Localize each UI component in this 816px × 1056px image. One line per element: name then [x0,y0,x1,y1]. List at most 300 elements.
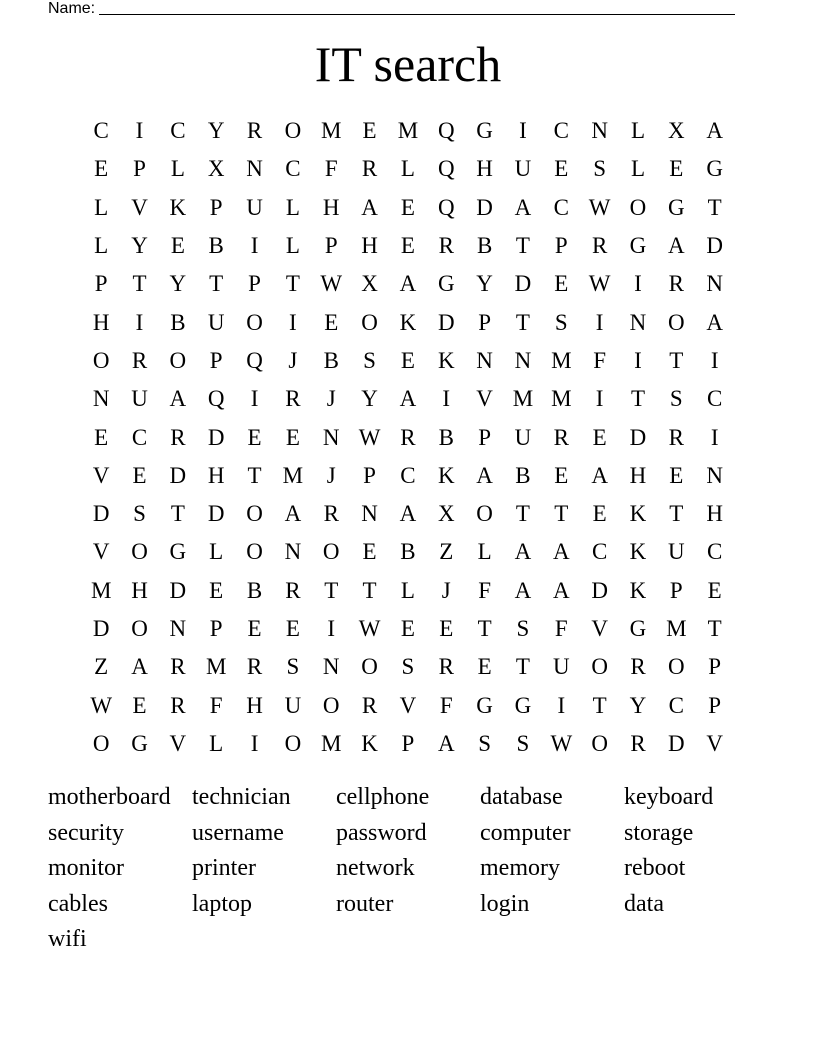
word-list-item: storage [624,819,694,846]
grid-letter: E [669,462,684,488]
grid-letter: T [324,577,339,603]
grid-row [82,150,734,188]
word-list-item: printer [192,855,256,881]
grid-letter: R [131,347,148,373]
grid-letter: D [706,233,723,259]
grid-letter: O [361,309,378,335]
grid-row [82,457,734,495]
grid-letter: B [208,233,224,259]
grid-letter: H [92,309,110,335]
grid-letter: O [668,309,685,335]
grid-letter: L [285,194,300,220]
grid-letter: T [170,501,185,527]
grid-letter: R [553,424,569,450]
grid-letter: O [92,730,110,756]
grid-letter: G [629,616,647,641]
grid-letter: W [320,271,343,297]
grid-letter: G [437,271,455,297]
grid-letter: P [478,309,491,335]
grid-row [82,303,734,341]
grid-letter: E [209,577,224,603]
grid-letter: S [516,616,530,641]
grid-letter: B [400,539,416,565]
grid-letter: C [707,386,723,412]
grid-letter: W [588,194,611,220]
grid-letter: N [514,347,532,373]
grid-letter: E [400,233,415,259]
word-list-item: router [336,890,394,917]
grid-letter: Y [361,386,378,412]
grid-letter: D [514,271,532,297]
grid-letter: G [629,233,647,259]
grid-letter: N [246,156,263,182]
grid-letter: A [514,577,532,603]
grid-letter: R [438,654,454,680]
grid-letter: M [90,577,112,603]
grid-letter: K [361,730,378,756]
name-underline [99,0,735,15]
grid-letter: H [361,233,378,259]
grid-letter: R [285,577,301,603]
grid-letter: D [207,501,225,527]
grid-letter: B [170,309,186,335]
grid-letter: C [668,692,684,718]
grid-letter: L [94,233,109,259]
grid-letter: P [554,233,568,259]
grid-letter: T [285,271,300,297]
grid-letter: J [326,462,336,488]
grid-letter: C [553,118,569,144]
grid-letter: O [246,501,263,527]
grid-letter: Q [437,118,455,144]
grid-letter: C [131,424,148,450]
grid-letter: K [629,577,647,603]
grid-letter: I [289,309,297,335]
grid-row [82,648,734,686]
word-list-item: cellphone [336,784,430,810]
grid-letter: B [438,424,454,450]
grid-letter: I [250,730,259,756]
grid-letter: M [205,654,227,680]
grid-letter: A [361,194,378,220]
grid-letter: I [135,118,144,144]
grid-letter: F [554,616,568,641]
grid-letter: P [669,577,683,603]
grid-letter: O [92,347,110,373]
grid-letter: Q [207,386,225,412]
grid-letter: N [629,309,647,335]
grid-letter: F [439,692,453,718]
grid-letter: O [361,654,378,680]
grid-letter: R [170,424,186,450]
grid-letter: V [476,386,493,412]
grid-letter: L [477,539,492,565]
grid-letter: J [288,347,298,373]
grid-letter: S [516,730,530,756]
grid-letter: T [630,386,646,412]
grid-letter: C [170,118,186,144]
grid-letter: R [400,424,416,450]
grid-letter: E [132,692,147,718]
grid-letter: R [361,156,378,182]
grid-letter: Y [476,271,493,297]
grid-letter: T [669,501,684,527]
grid-letter: Y [131,233,148,259]
grid-letter: A [706,309,723,335]
grid-letter: N [706,271,723,297]
grid-letter: I [557,692,566,718]
grid-letter: Z [439,539,454,565]
grid-letter: F [209,692,223,718]
grid-letter: F [324,156,338,182]
grid-letter: O [668,654,685,680]
word-list-item: username [192,819,284,846]
grid-letter: R [630,654,646,680]
grid-letter: T [592,692,607,718]
grid-letter: R [361,692,378,718]
grid-letter: M [551,347,572,373]
grid-letter: G [514,692,532,718]
grid-letter: R [170,692,186,718]
grid-letter: N [169,616,187,641]
grid-letter: D [92,501,110,527]
grid-letter: T [247,462,262,488]
grid-letter: E [477,654,492,680]
grid-letter: A [514,539,532,565]
grid-letter: E [324,309,339,335]
grid-letter: P [248,271,261,297]
grid-letter: P [478,424,491,450]
grid-letter: T [707,194,722,220]
word-list-item: security [48,819,124,846]
grid-letter: U [668,539,685,565]
grid-row [82,572,734,610]
grid-row [82,495,734,533]
grid-letter: E [400,194,415,220]
grid-letter: D [169,462,187,488]
grid-letter: A [706,118,723,144]
grid-letter: E [554,156,569,182]
grid-letter: F [593,347,607,373]
grid-letter: G [706,156,723,182]
grid-letter: K [169,194,187,220]
grid-letter: O [476,501,493,527]
grid-letter: W [358,424,381,450]
grid-letter: P [209,194,223,220]
grid-letter: S [554,309,568,335]
grid-letter: N [322,654,340,680]
grid-letter: U [207,309,225,335]
name-label: Name: [48,0,96,17]
grid-letter: G [476,692,493,718]
grid-letter: E [362,539,377,565]
grid-letter: E [439,616,454,641]
grid-letter: H [629,462,647,488]
grid-letter: Z [94,654,109,680]
grid-letter: R [246,118,263,144]
grid-letter: A [552,577,570,603]
grid-letter: T [515,654,530,680]
word-list-item: data [624,890,664,917]
grid-letter: O [284,118,302,144]
grid-row [82,686,734,724]
grid-letter: G [169,539,187,565]
word-list-item: technician [192,784,291,810]
grid-letter: T [707,616,722,641]
grid-letter: M [512,386,534,412]
grid-letter: H [246,692,263,718]
grid-letter: M [321,118,342,144]
grid-letter: S [286,654,300,680]
grid-row [82,610,734,648]
grid-letter: M [321,730,342,756]
grid-letter: U [514,424,532,450]
grid-letter: N [284,539,302,565]
grid-letter: S [478,730,491,756]
grid-letter: S [593,156,607,182]
grid-letter: O [284,730,302,756]
grid-letter: U [284,692,302,718]
grid-letter: C [285,156,301,182]
grid-letter: C [591,539,608,565]
grid-letter: E [132,462,147,488]
grid-letter: L [285,233,300,259]
grid-letter: J [441,577,451,603]
grid-letter: X [668,118,685,144]
grid-letter: P [363,462,376,488]
grid-letter: O [322,539,340,565]
grid-letter: A [552,539,570,565]
grid-letter: R [323,501,339,527]
grid-row [82,189,734,227]
grid-letter: V [706,730,723,756]
grid-letter: L [170,156,185,182]
grid-letter: K [437,462,455,488]
grid-letter: I [710,347,719,373]
page-title: IT search [314,36,502,92]
grid-letter: W [90,692,113,718]
grid-letter: S [363,347,376,373]
grid-letter: A [514,194,532,220]
grid-letter: M [551,386,572,412]
grid-letter: I [250,233,259,259]
grid-letter: F [478,577,491,603]
grid-letter: V [92,539,110,565]
grid-letter: P [401,730,415,756]
grid-letter: L [209,539,224,565]
grid-letter: D [629,424,647,450]
grid-letter: D [668,730,685,756]
grid-letter: T [132,271,147,297]
grid-letter: I [135,309,144,335]
grid-letter: A [399,271,417,297]
grid-letter: O [322,692,340,718]
grid-letter: G [476,118,493,144]
grid-letter: E [707,577,722,603]
grid-letter: M [666,616,687,641]
grid-letter: V [591,616,608,641]
word-list-item: keyboard [624,784,714,810]
grid-letter: L [400,577,415,603]
grid-letter: L [630,118,646,144]
grid-letter: Q [246,347,263,373]
word-list-item: network [336,855,415,881]
grid-letter: X [437,501,455,527]
grid-letter: R [668,271,684,297]
grid-letter: O [591,654,608,680]
grid-letter: A [284,501,302,527]
grid-letter: D [92,616,110,641]
grid-letter: E [285,424,300,450]
grid-letter: E [285,616,300,641]
grid-row [82,342,734,380]
grid-letter: M [282,462,304,488]
word-list-item: cables [48,890,108,917]
grid-letter: N [92,386,110,412]
grid-letter: R [630,730,646,756]
grid-letter: U [131,386,148,412]
grid-letter: A [399,501,417,527]
grid-letter: R [246,654,263,680]
word-list-item: motherboard [48,784,171,810]
grid-letter: O [629,194,647,220]
grid-letter: H [131,577,148,603]
grid-letter: B [515,462,531,488]
grid-letter: E [592,501,607,527]
grid-letter: T [209,271,224,297]
grid-letter: N [706,462,723,488]
grid-letter: Y [207,118,225,144]
grid-letter: I [634,271,642,297]
grid-letter: H [207,462,225,488]
grid-letter: R [668,424,684,450]
grid-letter: B [246,577,263,603]
grid-letter: E [400,616,415,641]
grid-letter: W [588,271,611,297]
grid-letter: C [400,462,416,488]
grid-row [82,725,734,763]
grid-letter: Q [437,156,455,182]
word-list [48,780,768,958]
grid-letter: X [361,271,378,297]
grid-letter: C [93,118,109,144]
grid-letter: R [170,654,186,680]
grid-letter: W [550,730,573,756]
grid-letter: D [169,577,187,603]
grid-letter: D [591,577,608,603]
grid-letter: I [595,386,604,412]
grid-letter: T [669,347,684,373]
grid-letter: E [554,462,569,488]
grid-letter: L [94,194,109,220]
grid-letter: A [169,386,187,412]
grid-letter: L [400,156,415,182]
grid-letter: A [437,730,455,756]
letter-grid [82,112,734,763]
grid-letter: T [515,501,530,527]
word-list-item: memory [480,855,560,881]
grid-letter: B [476,233,493,259]
grid-letter: L [209,730,224,756]
name-field[interactable] [48,0,735,18]
grid-letter: S [669,386,683,412]
grid-letter: O [246,539,263,565]
grid-letter: A [668,233,685,259]
grid-letter: B [323,347,339,373]
grid-letter: O [169,347,187,373]
grid-letter: V [131,194,148,220]
grid-letter: L [630,156,646,182]
grid-letter: E [247,616,262,641]
grid-letter: P [209,616,223,641]
grid-letter: P [324,233,338,259]
grid-letter: P [94,271,108,297]
grid-row [82,418,734,456]
grid-letter: P [708,692,722,718]
grid-letter: I [634,347,642,373]
grid-letter: D [207,424,225,450]
grid-letter: A [399,386,417,412]
grid-row [82,112,734,150]
grid-row [82,533,734,571]
grid-letter: E [554,271,569,297]
grid-letter: O [591,730,608,756]
grid-letter: P [209,347,223,373]
grid-letter: E [362,118,377,144]
grid-row [82,380,734,418]
grid-letter: U [514,156,532,182]
grid-letter: T [362,577,377,603]
word-list-item: login [480,890,530,917]
grid-letter: K [437,347,455,373]
grid-letter: I [595,309,604,335]
grid-letter: P [133,156,146,182]
grid-letter: P [708,654,722,680]
grid-letter: E [400,347,415,373]
grid-letter: N [322,424,340,450]
grid-letter: V [169,730,187,756]
word-list-item: monitor [48,855,124,881]
grid-letter: I [710,424,719,450]
grid-letter: D [476,194,493,220]
grid-letter: C [553,194,569,220]
grid-letter: T [477,616,492,641]
grid-letter: K [629,501,647,527]
grid-letter: R [438,233,454,259]
grid-letter: M [397,118,419,144]
grid-letter: U [552,654,570,680]
grid-letter: K [399,309,417,335]
grid-letter: N [361,501,378,527]
grid-letter: G [131,730,148,756]
grid-letter: A [131,654,148,680]
grid-letter: S [401,654,415,680]
grid-letter: V [92,462,110,488]
grid-letter: G [668,194,685,220]
grid-row [82,227,734,265]
grid-letter: D [437,309,455,335]
grid-letter: A [591,462,608,488]
grid-letter: O [131,539,148,565]
grid-letter: E [592,424,607,450]
grid-letter: Y [629,692,647,718]
grid-letter: A [476,462,493,488]
word-list-item: password [336,819,427,846]
grid-letter: N [476,347,493,373]
grid-letter: E [669,156,684,182]
grid-letter: J [326,386,336,412]
grid-letter: X [207,156,225,182]
